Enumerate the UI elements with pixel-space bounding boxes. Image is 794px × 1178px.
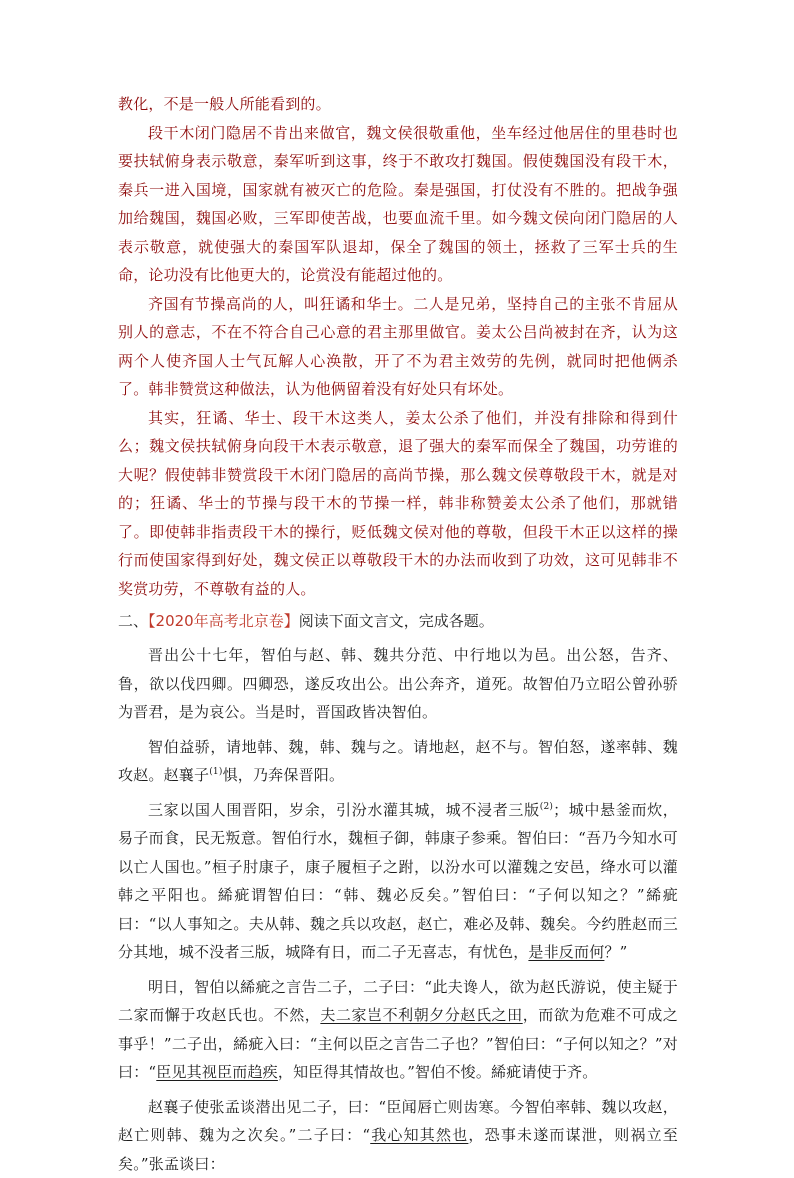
question-instruction: 阅读下面文言文，完成各题。 xyxy=(299,612,494,630)
passage-text: ，恐事未遂而谋泄，则祸立至矣。”张孟谈曰： xyxy=(118,1126,678,1173)
passage-text: ；城中悬釜而炊，易子而食，民无叛意。智伯行水，魏桓子御，韩康子参乘。智伯曰：“吾乃今知水可以亡人国也。”桓子肘康子，康子履桓子之跗，以汾水可以灌魏之安邑，绛水可以灌韩之平阳也。絺疵谓智伯曰：“韩、魏必反矣。”智伯曰：“子何以知之？”絺疵曰：“以人事知之。夫从韩、魏之兵以攻赵，赵亡，难必及韩、魏矣。今约胜赵而三分其地，城不没者三版，城降有日，而二子无喜志，有忧色， xyxy=(118,801,678,962)
passage-paragraph xyxy=(118,733,678,790)
question-number: 二、 xyxy=(118,612,148,630)
source-bracket-open: 【 xyxy=(148,612,156,630)
footnote-marker: (2) xyxy=(540,802,553,812)
translation-paragraph: 齐国有节操高尚的人，叫狂谲和华士。二人是兄弟，坚持自己的主张不肯屈从别人的意志，不在不符合自己心意的君主那里做官。姜太公吕尚被封在齐，认为这两个人使齐国人士气瓦解人心涣散，开了不为君主效劳的先例，就同时把他俩杀了。韩非赞赏这种做法，认为他俩留着没有好处只有坏处。 xyxy=(118,290,678,404)
passage-text: ，而欲为危难不可成之事乎！”二子出，絺疵入曰：“主何以臣之言告二子也？”智伯曰：“子何以知之？”对曰：“ xyxy=(118,1006,678,1081)
passage-paragraph xyxy=(118,1093,678,1178)
translation-paragraph: 其实，狂谲、华士、段干木这类人，姜太公杀了他们，并没有排除和得到什么；魏文侯扶轼俯身向段干木表示敬意，退了强大的秦军而保全了魏国，功劳谁的大呢？假使韩非赞赏段干木闭门隐居的高尚节操，那么魏文侯尊敬段干木，就是对的；狂谲、华士的节操与段干木的节操一样，韩非称赞姜太公杀了他们，那就错了。即使韩非指责段干木的操行，贬低魏文侯对他的尊敬，但段干木正以这样的操行而使国家得到好处，魏文侯正以尊敬段干木的办法而收到了功效，这可见韩非不奖赏功劳，不尊敬有益的人。 xyxy=(118,404,678,604)
passage-text: 智伯益骄，请地韩、魏，韩、魏与之。请地赵，赵不与。智伯怒，遂率韩、魏攻赵。赵襄子 xyxy=(118,738,678,785)
passage-text: ，知臣得其情故也。”智伯不悛。絺疵请使于齐。 xyxy=(278,1063,598,1081)
underlined-sentence: 夫二家岂不利朝夕分赵氏之田 xyxy=(320,1006,522,1024)
passage-paragraph: 晋出公十七年，智伯与赵、韩、魏共分范、中行地以为邑。出公怒，告齐、鲁，欲以伐四卿。四卿恐，遂反攻出公。出公奔齐，道死。故智伯乃立昭公曾孙骄为晋君，是为哀公。当是时，晋国政皆决智伯。 xyxy=(118,641,678,727)
passage-text: 惧，乃奔保晋阳。 xyxy=(223,766,345,784)
footnote-marker: (1) xyxy=(209,767,222,777)
passage-paragraph xyxy=(118,796,678,967)
passage-text: 赵襄子使张孟谈潜出见二子，曰：“臣闻唇亡则齿寒。今智伯率韩、魏以攻赵，赵亡则韩、魏为之次矣。”二子曰：“ xyxy=(118,1098,678,1145)
passage-text: ？” xyxy=(604,943,627,961)
underlined-sentence: 是非反而何 xyxy=(528,943,604,961)
passage-text: 三家以国人围晋阳，岁余，引汾水灌其城，城不浸者三版 xyxy=(148,801,540,819)
source-bracket-close: 】 xyxy=(284,612,299,630)
question-source: 2020年高考北京卷 xyxy=(156,612,284,630)
translation-paragraph: 段干木闭门隐居不肯出来做官，魏文侯很敬重他，坐车经过他居住的里巷时也要扶轼俯身表示敬意，秦军听到这事，终于不敢攻打魏国。假使魏国没有段干木，秦兵一进入国境，国家就有被灭亡的危险。秦是强国，打仗没有不胜的。把战争强加给魏国，魏国必败，三军即使苦战，也要血流千里。如今魏文侯向闭门隐居的人表示敬意，就使强大的秦国军队退却，保全了魏国的领土，拯救了三军士兵的生命，论功没有比他更大的，论赏没有能超过他的。 xyxy=(118,119,678,290)
underlined-sentence: 臣见其视臣而趋疾 xyxy=(156,1063,278,1081)
underlined-sentence: 我心知其然也 xyxy=(370,1126,468,1144)
question-heading xyxy=(118,607,678,635)
passage-text: 明日，智伯以絺疵之言告二子，二子曰：“此夫谗人，欲为赵氏游说，使主疑于二家而懈于攻赵氏也。不然， xyxy=(118,978,678,1025)
translation-paragraph: 教化，不是一般人所能看到的。 xyxy=(118,90,678,119)
page-content xyxy=(118,90,678,1178)
passage-paragraph xyxy=(118,973,678,1087)
